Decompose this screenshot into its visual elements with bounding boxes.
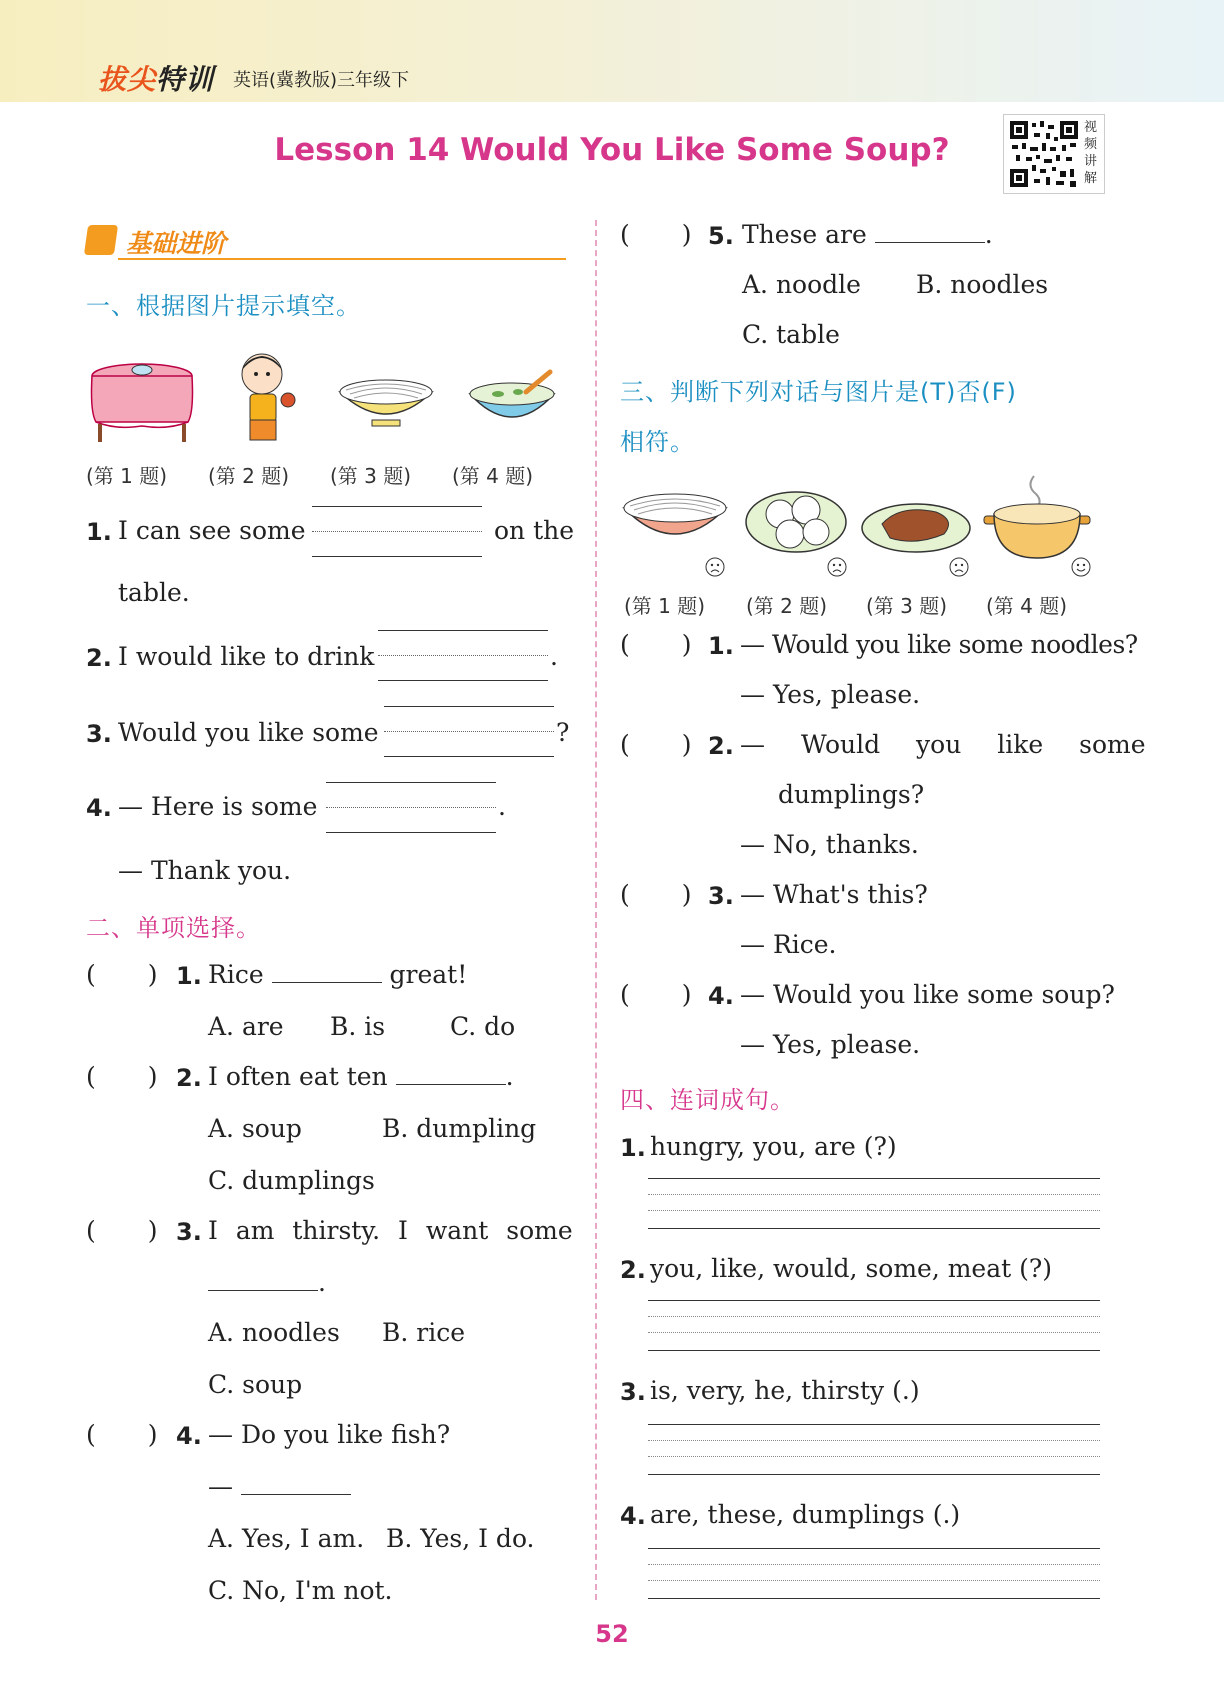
- happy-face-icon: [1070, 556, 1092, 578]
- part4-heading: 四、连词成句。: [620, 1086, 795, 1114]
- soup-bowl-picture: [466, 364, 562, 436]
- part3-heading-cont: 相符。: [620, 428, 695, 456]
- question-number: 4.: [176, 1422, 202, 1450]
- caption: (第 3 题): [330, 464, 412, 488]
- question-number: 1.: [708, 632, 734, 660]
- dumplings-plate-picture: [744, 480, 848, 556]
- page-number: 52: [595, 1620, 629, 1648]
- answer-blank[interactable]: [396, 1062, 506, 1085]
- caption: (第 3 题): [866, 594, 948, 618]
- answer-paren[interactable]: ( ): [620, 630, 692, 659]
- option[interactable]: C. No, I'm not.: [208, 1576, 393, 1605]
- question-text: hungry, you, are (?): [650, 1132, 897, 1161]
- sad-face-icon: [948, 556, 970, 578]
- brand-logo: 拔尖特训: [98, 63, 215, 96]
- answer-blank[interactable]: [378, 630, 548, 680]
- question-text: you, like, would, some, meat (?): [650, 1254, 1053, 1283]
- option[interactable]: B. rice: [382, 1318, 466, 1347]
- answer-blank[interactable]: [241, 1472, 351, 1495]
- option[interactable]: A. Yes, I am.: [208, 1524, 365, 1553]
- answer-blank[interactable]: [208, 1268, 318, 1291]
- part1-heading: 一、根据图片提示填空。: [86, 292, 361, 320]
- caption: (第 4 题): [452, 464, 534, 488]
- option[interactable]: B. dumpling: [382, 1114, 537, 1143]
- section-label: 基础进阶: [126, 229, 227, 258]
- question-number: 4.: [708, 982, 734, 1010]
- question-text: — Here is some: [118, 792, 318, 821]
- noodles-bowl-picture: [620, 486, 730, 556]
- answer-paren[interactable]: ( ): [86, 960, 158, 989]
- lesson-title: Lesson 14 Would You Like Some Soup?: [274, 132, 950, 168]
- soup-pot-picture: [982, 472, 1092, 562]
- dialogue-line: dumplings?: [778, 780, 925, 809]
- question-text: on the: [494, 516, 575, 545]
- answer-blank[interactable]: [312, 506, 482, 556]
- answer-blank[interactable]: [272, 960, 382, 983]
- question-number: 4.: [620, 1502, 646, 1530]
- option[interactable]: C. table: [742, 320, 840, 349]
- question-number: 3.: [86, 720, 112, 748]
- option[interactable]: B. noodles: [916, 270, 1049, 299]
- question-text: I often eat ten .: [208, 1062, 514, 1091]
- option[interactable]: C. dumplings: [208, 1166, 375, 1195]
- section-underline: [118, 258, 566, 260]
- option[interactable]: A. noodles: [208, 1318, 340, 1347]
- question-text: are, these, dumplings (.): [650, 1500, 961, 1529]
- question-text: .: [550, 642, 558, 671]
- answer-blank[interactable]: [326, 782, 496, 832]
- question-text: is, very, he, thirsty (.): [650, 1376, 920, 1405]
- question-number: 4.: [86, 794, 112, 822]
- part2-heading: 二、单项选择。: [86, 914, 261, 942]
- question-number: 1.: [620, 1134, 646, 1162]
- question-number: 3.: [620, 1378, 646, 1406]
- question-number: 5.: [708, 222, 734, 250]
- question-text: I would like to drink: [118, 642, 375, 671]
- section-badge-icon: [84, 225, 118, 255]
- answer-paren[interactable]: ( ): [86, 1420, 158, 1449]
- qr-code-icon: [1008, 119, 1080, 189]
- dialogue-line: — Yes, please.: [740, 680, 921, 709]
- question-text: Would you like some: [118, 718, 379, 747]
- answer-paren[interactable]: ( ): [620, 880, 692, 909]
- part3-heading: 三、判断下列对话与图片是(T)否(F): [620, 378, 1017, 406]
- question-text: —: [208, 1472, 351, 1501]
- dialogue-line: — Yes, please.: [740, 1030, 921, 1059]
- answer-paren[interactable]: ( ): [620, 730, 692, 759]
- question-text: — Do you like fish?: [208, 1420, 451, 1449]
- sad-face-icon: [704, 556, 726, 578]
- option[interactable]: C. soup: [208, 1370, 303, 1399]
- option[interactable]: B. is: [330, 1012, 386, 1041]
- answer-paren[interactable]: ( ): [620, 220, 692, 249]
- caption: (第 2 题): [746, 594, 828, 618]
- question-number: 3.: [708, 882, 734, 910]
- question-text: ?: [556, 718, 570, 747]
- question-text: — Thank you.: [118, 856, 292, 885]
- question-number: 2.: [708, 732, 734, 760]
- answer-paren[interactable]: ( ): [86, 1216, 158, 1245]
- book-title: 英语(冀教版)三年级下: [233, 70, 410, 91]
- sad-face-icon: [826, 556, 848, 578]
- caption: (第 1 题): [624, 594, 706, 618]
- answer-paren[interactable]: ( ): [620, 980, 692, 1009]
- qr-code[interactable]: [1003, 114, 1105, 194]
- option[interactable]: B. Yes, I do.: [386, 1524, 535, 1553]
- question-text: I can see some: [118, 516, 306, 545]
- meat-plate-picture: [860, 494, 972, 556]
- question-text: table.: [118, 578, 190, 607]
- question-number: 1.: [176, 962, 202, 990]
- dialogue-line: — What's this?: [740, 880, 928, 909]
- answer-paren[interactable]: ( ): [86, 1062, 158, 1091]
- question-text: .: [208, 1268, 326, 1297]
- option[interactable]: A. are: [208, 1012, 284, 1041]
- question-text: I am thirsty. I want some: [208, 1216, 573, 1245]
- question-number: 2.: [86, 644, 112, 672]
- dialogue-line: — No, thanks.: [740, 830, 919, 859]
- question-text: .: [498, 792, 506, 821]
- answer-blank[interactable]: [875, 220, 985, 243]
- dialogue-line: — Would you like some noodles?: [740, 630, 1138, 659]
- option[interactable]: A. soup: [208, 1114, 302, 1143]
- caption: (第 1 题): [86, 464, 168, 488]
- question-text: These are .: [742, 220, 993, 249]
- dialogue-line: — Rice.: [740, 930, 837, 959]
- question-text: Rice great!: [208, 960, 468, 989]
- noodles-bowl-picture: [336, 366, 436, 436]
- caption: (第 2 题): [208, 464, 290, 488]
- column-divider: [595, 220, 597, 1600]
- qr-label: 视频讲解: [1084, 120, 1098, 186]
- option[interactable]: C. do: [450, 1012, 516, 1041]
- answer-blank[interactable]: [384, 706, 554, 756]
- table-picture: [86, 352, 198, 444]
- question-number: 2.: [176, 1064, 202, 1092]
- dialogue-line: — Would you like some: [740, 730, 1146, 759]
- question-number: 2.: [620, 1256, 646, 1284]
- option[interactable]: A. noodle: [742, 270, 861, 299]
- girl-drinking-picture: [232, 346, 304, 446]
- question-number: 3.: [176, 1218, 202, 1246]
- caption: (第 4 题): [986, 594, 1068, 618]
- question-number: 1.: [86, 518, 112, 546]
- dialogue-line: — Would you like some soup?: [740, 980, 1115, 1009]
